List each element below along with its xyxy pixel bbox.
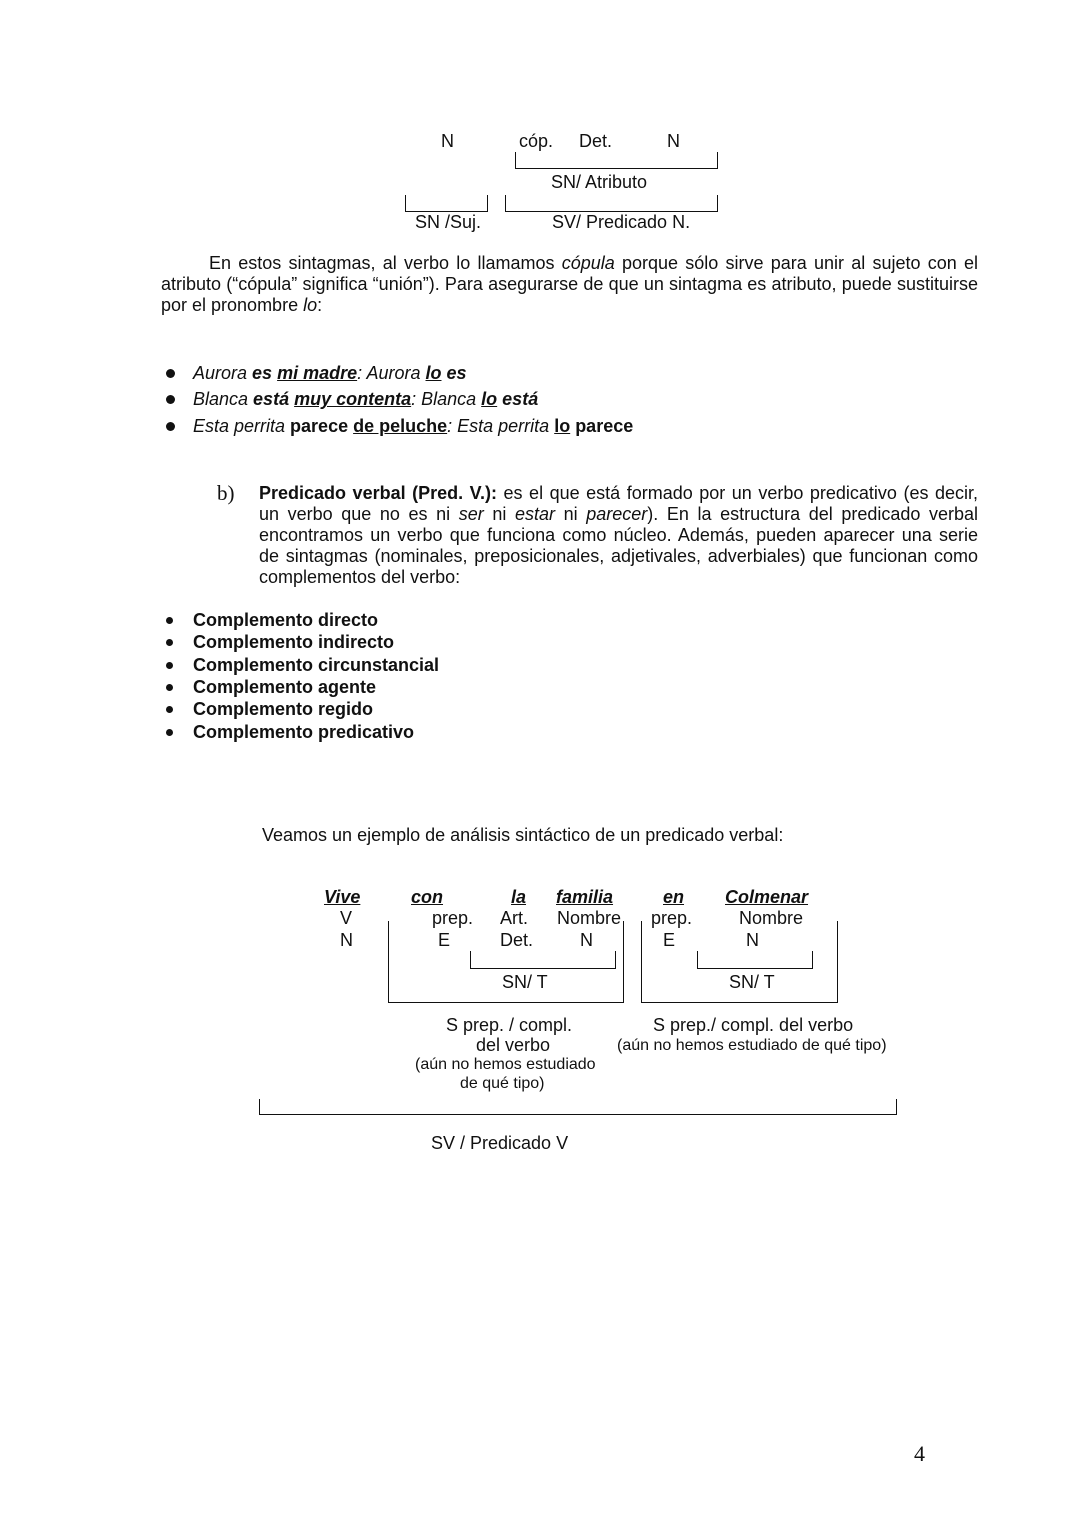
word-la: la	[511, 887, 527, 907]
bullet-icon	[166, 706, 173, 713]
la-art: Art.	[500, 908, 529, 928]
paragraph-copula: En estos sintagmas, al verbo lo llamamos cópula porque sólo sirve para unir al sujeto con el atributo (“cópula” significa “unión”). Para asegurarse de que un sintagma es atributo, puede sustituirse por el pronombre lo:	[161, 253, 978, 315]
sv-predicado-v: SV / Predicado V	[431, 1133, 569, 1153]
bullet-icon	[166, 369, 175, 378]
familia-n: N	[580, 930, 593, 950]
word-en: en	[663, 887, 685, 907]
sprep1-line1: S prep. / compl.	[446, 1015, 573, 1035]
bracket-sprep-1	[388, 921, 624, 1003]
diagram-top-sn-suj: SN /Suj.	[415, 212, 482, 232]
example-intro: Veamos un ejemplo de análisis sintáctico de un predicado verbal:	[262, 825, 784, 845]
diagram-top-sv-pred: SV/ Predicado N.	[552, 212, 691, 232]
en-prep: prep.	[651, 908, 693, 928]
bullet-icon	[166, 639, 173, 646]
con-prep: prep.	[432, 908, 474, 928]
diagram-top-det: Det.	[579, 131, 613, 151]
bullet-icon	[166, 662, 173, 669]
con-e: E	[438, 930, 451, 950]
bullet-icon	[166, 729, 173, 736]
word-colmenar: Colmenar	[725, 887, 809, 907]
familia-nombre: Nombre	[557, 908, 622, 928]
bullet-icon	[166, 684, 173, 691]
bracket-sprep-2	[641, 921, 838, 1003]
bullet-icon	[166, 395, 175, 404]
bracket-atributo	[515, 152, 718, 169]
section-b-text: Predicado verbal (Pred. V.): es el que está formado por un verbo predicativo (es decir, un verbo que no es ni ser ni estar ni parecer). En la estructura del predicado verbal encontramos un verbo que funciona como núcleo. Además, pueden aparecer una serie de sintagmas (nominales, preposicionales, adjetivales, adverbiales) que funcionan como complementos del verbo:	[259, 483, 979, 587]
diagram-top-cop: cóp.	[519, 131, 554, 151]
sprep2-line2: (aún no hemos estudiado de qué tipo)	[617, 1037, 887, 1054]
word-familia: familia	[556, 887, 614, 907]
diagram-top-n2: N	[667, 131, 680, 151]
diagram-top-n1: N	[441, 131, 454, 151]
section-b-marker: b)	[217, 481, 235, 505]
vive-v: V	[340, 908, 353, 928]
bracket-predicado-n	[505, 195, 718, 212]
page-number: 4	[914, 1441, 925, 1466]
sprep1-line2: del verbo	[476, 1035, 551, 1055]
bullet-icon	[166, 617, 173, 624]
sprep1-line4: de qué tipo)	[460, 1075, 545, 1092]
colmenar-n: N	[746, 930, 759, 950]
bullet-icon	[166, 422, 175, 431]
diagram-top-sn-atributo: SN/ Atributo	[551, 172, 648, 192]
sn-t-2: SN/ T	[729, 972, 775, 992]
word-vive: Vive	[324, 887, 361, 907]
bracket-sujeto	[405, 195, 488, 212]
sprep1-line3: (aún no hemos estudiado	[415, 1056, 596, 1073]
colmenar-nombre: Nombre	[739, 908, 804, 928]
la-det: Det.	[500, 930, 534, 950]
sprep2-line1: S prep./ compl. del verbo	[653, 1015, 854, 1035]
sn-t-1: SN/ T	[502, 972, 548, 992]
en-e: E	[663, 930, 676, 950]
bracket-sv-predicado-v	[259, 1099, 897, 1115]
word-con: con	[411, 887, 444, 907]
vive-n: N	[340, 930, 353, 950]
